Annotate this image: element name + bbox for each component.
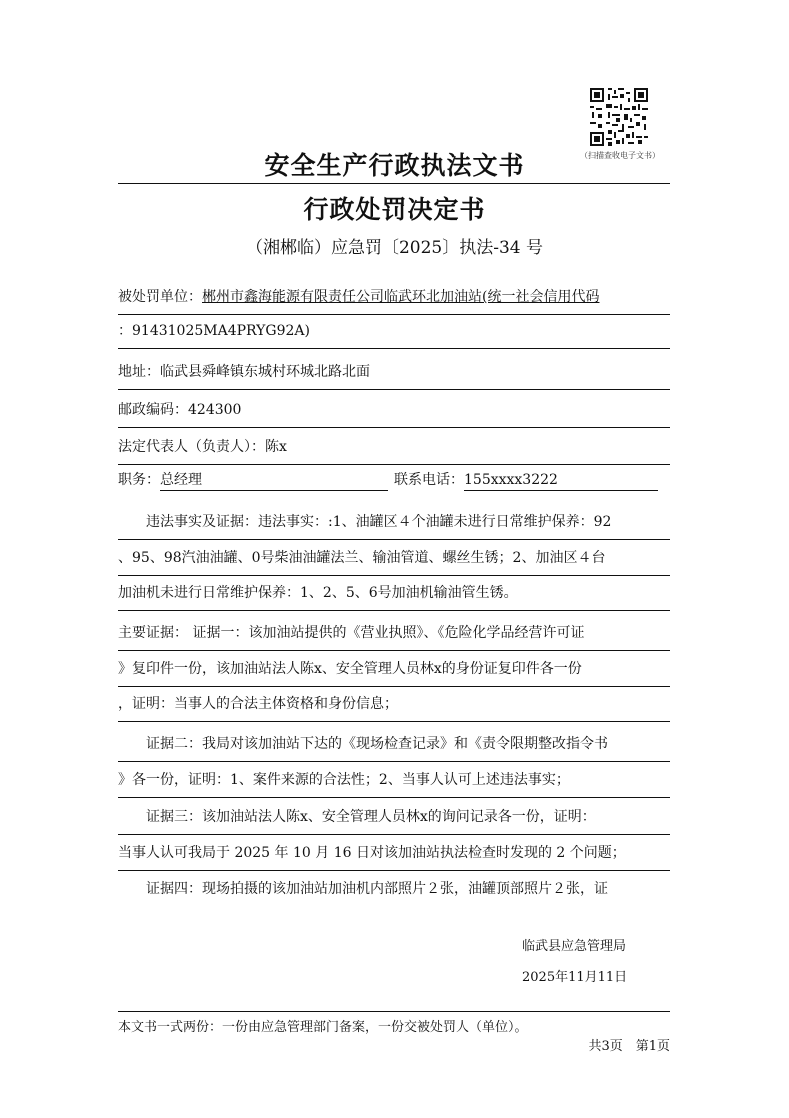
position-label: 职务： bbox=[118, 472, 160, 488]
issue-date: 2025年11月11日 bbox=[522, 970, 628, 985]
document-category-title: 安全生产行政执法文书 bbox=[264, 151, 525, 180]
issuing-authority: 临武县应急管理局 bbox=[522, 939, 627, 954]
address-value: 临武县舜峰镇东城村环城北路北面 bbox=[160, 364, 370, 380]
qr-code-icon bbox=[590, 88, 648, 146]
evidence-3-text: 证据三：该加油站法人陈x、安全管理人员林x的询问记录各一份，证明： bbox=[146, 809, 596, 825]
postcode-value: 424300 bbox=[188, 402, 242, 418]
body-line-5: 》复印件一份，该加油站法人陈x、安全管理人员林x的身份证复印件各一份 bbox=[118, 652, 670, 687]
address-line bbox=[118, 355, 670, 390]
qr-code bbox=[590, 88, 648, 146]
body-line-8: 》各一份，证明：1、案件来源的合法性；2、当事人认可上述违法事实； bbox=[118, 763, 670, 798]
footer-note: 本文书一式两份：一份由应急管理部门备案，一份交被处罚人（单位）。 bbox=[118, 1020, 528, 1035]
position-phone-line bbox=[118, 466, 670, 494]
unit-value-2: ：91431025MA4PRYG92A) bbox=[118, 323, 310, 339]
qr-caption: （扫描查收电子文书） bbox=[580, 151, 660, 160]
phone-value: 155xxxx3222 bbox=[464, 470, 658, 491]
document-number: （湘郴临）应急罚〔2025〕执法-34 号 bbox=[245, 238, 544, 258]
unit-line-1 bbox=[118, 280, 670, 315]
body-line-11 bbox=[118, 872, 670, 906]
unit-line-2 bbox=[118, 314, 670, 349]
page-indicator: 共3页 第1页 bbox=[588, 1039, 670, 1054]
body-line-10: 当事人认可我局于 2025 年 10 月 16 日对该加油站执法检查时发现的 2 个问题； bbox=[118, 836, 670, 871]
phone-label: 联系电话： bbox=[394, 472, 464, 488]
unit-value-1: 郴州市鑫海能源有限责任公司临武环北加油站(统一社会信用代码 bbox=[202, 289, 600, 305]
facts-label: 违法事实及证据： bbox=[146, 514, 258, 530]
representative-line bbox=[118, 430, 670, 465]
body-line-2: 、95、98汽油油罐、0号柴油油罐法兰、输油管道、螺丝生锈；2、加油区４台 bbox=[118, 541, 670, 576]
body-line-6: ，证明：当事人的合法主体资格和身份信息； bbox=[118, 687, 670, 722]
title-divider bbox=[118, 183, 670, 184]
representative-label: 法定代表人（负责人）： bbox=[118, 439, 265, 455]
evidence-2-text: 证据二：我局对该加油站下达的《现场检查记录》和《责令限期整改指令书 bbox=[146, 736, 608, 752]
position-value: 总经理 bbox=[160, 470, 388, 491]
evidence-4-text: 证据四：现场拍摄的该加油站加油机内部照片２张，油罐顶部照片２张，证 bbox=[146, 881, 608, 897]
body-line-9 bbox=[118, 800, 670, 835]
representative-value: 陈x bbox=[265, 439, 287, 455]
body-line-4: 主要证据： 证据一：该加油站提供的《营业执照》、《危险化学品经营许可证 bbox=[118, 616, 670, 651]
address-label: 地址： bbox=[118, 364, 160, 380]
postcode-label: 邮政编码： bbox=[118, 402, 188, 418]
footer-divider bbox=[118, 1011, 670, 1012]
postcode-line bbox=[118, 393, 670, 428]
body-line-1 bbox=[118, 505, 670, 540]
unit-label: 被处罚单位： bbox=[118, 289, 202, 305]
facts-value: 违法事实：:1、油罐区４个油罐未进行日常维护保养：92 bbox=[258, 514, 612, 530]
document-title: 行政处罚决定书 bbox=[303, 195, 486, 224]
body-line-7 bbox=[118, 727, 670, 762]
body-line-3: 加油机未进行日常维护保养：1、2、5、6号加油机输油管生锈。 bbox=[118, 576, 670, 611]
